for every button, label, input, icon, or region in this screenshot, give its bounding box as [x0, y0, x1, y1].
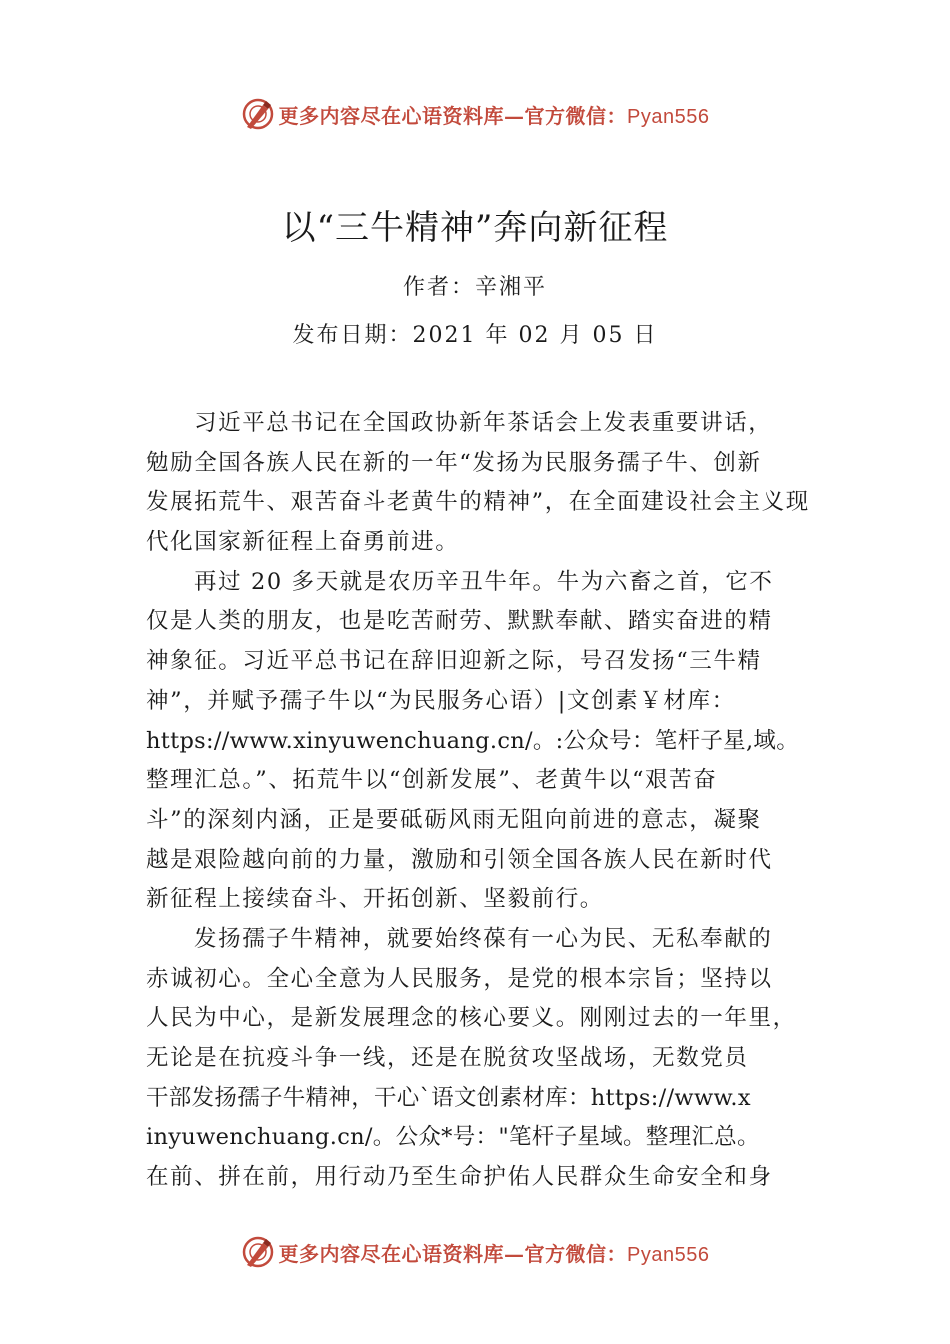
body-line: 人民为中心，是新发展理念的核心要义。刚刚过去的一年里， — [146, 1005, 797, 1032]
pen-logo-icon — [241, 97, 275, 131]
body-line: 再过 20 多天就是农历辛丑牛年。牛为六畜之首，它不 — [194, 568, 774, 595]
body-line: 斗”的深刻内涵，正是要砥砺风雨无阻向前进的意志，凝聚 — [146, 806, 762, 833]
body-line: 勉励全国各族人民在新的一年“发扬为民服务孺子牛、创新 — [146, 449, 762, 476]
body-line: 代化国家新征程上奋勇前进。 — [146, 529, 460, 556]
footer-banner — [0, 1230, 950, 1274]
banner-text — [279, 1238, 710, 1267]
article-body — [146, 404, 816, 1198]
body-line: 神”，并赋予孺子牛以“为民服务心语）|文创素￥材库： — [146, 687, 736, 714]
banner-slogan: 更多内容尽在心语资料库—官方微信： — [278, 1241, 628, 1266]
article-author: 作者：辛湘平 — [402, 275, 547, 300]
body-line: 仅是人类的朋友，也是吃苦耐劳、默默奉献、踏实奋进的精 — [146, 608, 773, 635]
body-line: 发扬孺子牛精神，就要始终葆有一心为民、无私奉献的 — [194, 925, 773, 952]
body-line: 发展拓荒牛、艰苦奋斗老黄牛的精神”，在全面建设社会主义现 — [146, 489, 810, 516]
body-line: 神象征。习近平总书记在辞旧迎新之际，号召发扬“三牛精 — [146, 648, 762, 675]
banner-slogan: 更多内容尽在心语资料库—官方微信： — [278, 103, 628, 128]
body-line: https://www.xinyuwenchuang.cn/。:公众号：笔杆子星,域。 — [146, 727, 800, 754]
header-banner — [0, 92, 950, 136]
banner-text — [279, 100, 710, 129]
body-line: 新征程上接续奋斗、开拓创新、坚毅前行。 — [146, 886, 604, 913]
body-line: 无论是在抗疫斗争一线，还是在脱贫攻坚战场，无数党员 — [146, 1045, 749, 1071]
body-line: 越是艰险越向前的力量，激励和引领全国各族人民在新时代 — [146, 846, 773, 873]
article-date: 发布日期：2021 年 02 月 05 日 — [292, 323, 658, 348]
banner-wechat-id: Pyan556 — [627, 1243, 710, 1266]
banner-wechat-id: Pyan556 — [627, 105, 710, 128]
body-line: 整理汇总。”、拓荒牛以“创新发展”、老黄牛以“艰苦奋 — [146, 767, 718, 794]
body-line: 习近平总书记在全国政协新年茶话会上发表重要讲话， — [194, 410, 773, 436]
body-line: 在前、拼在前，用行动乃至生命护佑人民群众生命安全和身 — [146, 1164, 773, 1191]
body-line: inyuwenchuang.cn/。公众*号："笔杆子星域。整理汇总。 — [146, 1124, 760, 1151]
body-line: 赤诚初心。全心全意为人民服务，是党的根本宗旨；坚持以 — [146, 965, 773, 992]
body-line: 干部发扬孺子牛精神，干心`语文创素材库：https://www.x — [146, 1084, 751, 1111]
article-title: 以“三牛精神”奔向新征程 — [281, 208, 669, 248]
pen-logo-icon — [241, 1235, 275, 1269]
